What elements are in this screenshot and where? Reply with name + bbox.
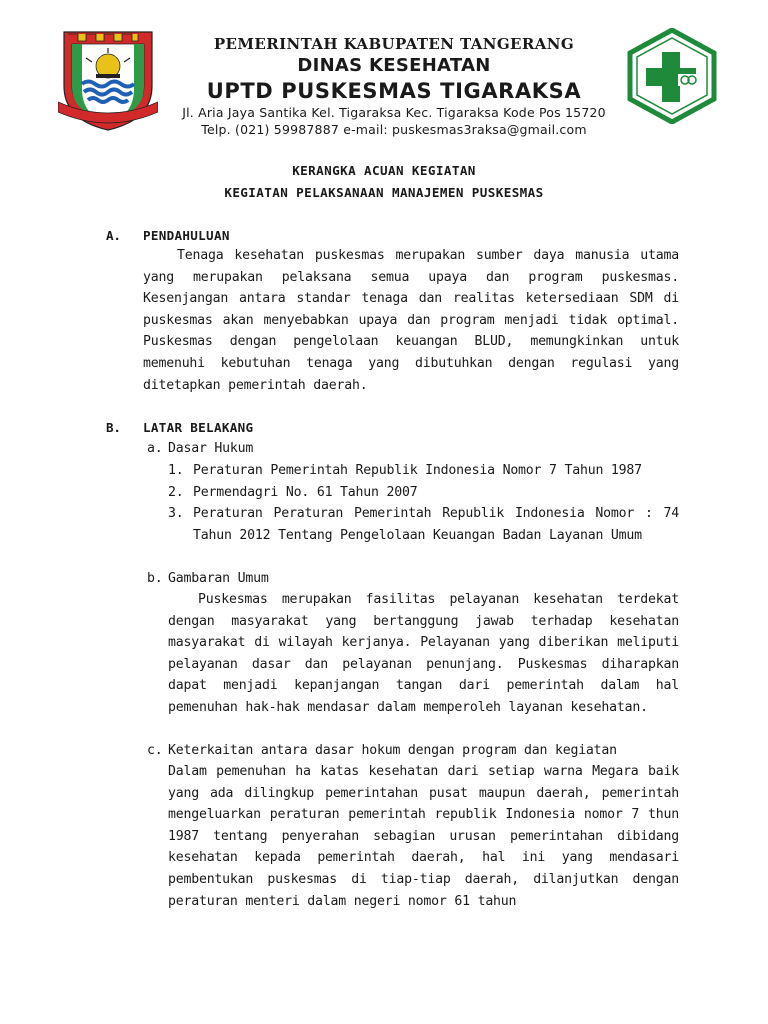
- agency-name: DINAS KESEHATAN: [297, 55, 491, 76]
- sub-c-title: Keterkaitan antara dasar hokum dengan program dan kegiatan: [168, 743, 617, 758]
- section-a-heading: PENDAHULUAN: [143, 228, 230, 243]
- sub-b-label: b.: [147, 571, 163, 586]
- list-item-number: 3.: [168, 506, 184, 521]
- list-item: Peraturan Pemerintah Republik Indonesia Nomor 7 Tahun 1987: [193, 463, 642, 478]
- list-item: Peraturan Peraturan Pemerintah Republik Indonesia Nomor : 74 Tahun 2012 Tentang Pengelolaan Keuangan Badan Layanan Umum: [193, 506, 679, 543]
- section-b-heading: LATAR BELAKANG: [143, 420, 254, 435]
- section-b-letter: B.: [106, 420, 121, 435]
- letterhead: [0, 0, 768, 140]
- sub-a-title: Dasar Hukum: [168, 441, 254, 456]
- section-a-paragraph: Tenaga kesehatan puskesmas merupakan sumber daya manusia utama yang merupakan pelaksana semua upaya dan program puskesmas. Kesenjangan antara standar tenaga dan realitas ketersediaan SDM di puskesmas akan menyebabkan upaya dan program menjadi tidak optimal. Puskesmas dengan pengelolaan keuangan BLUD, memungkinkan untuk memenuhi kebutuhan tenaga yang dibutuhkan dengan regulasi yang ditetapkan pemerintah daerah.: [143, 248, 679, 393]
- letterhead-text: [160, 34, 628, 138]
- government-name: PEMERINTAH KABUPATEN TANGERANG: [213, 35, 575, 53]
- document-title: KERANGKA ACUAN KEGIATAN: [292, 163, 476, 178]
- list-item-number: 2.: [168, 485, 184, 500]
- address-line: Jl. Aria Jaya Santika Kel. Tigaraksa Kec. Tigaraksa Kode Pos 15720: [182, 105, 606, 120]
- health-cross-logo-icon: [626, 28, 718, 124]
- kabupaten-tangerang-seal-icon: [58, 28, 158, 132]
- document-subtitle: KEGIATAN PELAKSANAAN MANAJEMEN PUSKESMAS: [224, 185, 544, 200]
- institution-name: UPTD PUSKESMAS TIGARAKSA: [206, 79, 582, 103]
- sub-b-paragraph: Puskesmas merupakan fasilitas pelayanan kesehatan terdekat dengan masyarakat yang bertanggung jawab terhadap kesehatan masyarakat di wilayah kerjanya. Pelayanan yang diberikan meliputi pelayanan dasar dan pelayanan penunjang. Puskesmas diharapkan dapat menjadi kepanjangan tangan dari pemerintah dalam hal pemenuhan hak-hak mendasar dalam memperoleh layanan kesehatan.: [168, 592, 679, 715]
- sub-a-label: a.: [147, 441, 163, 456]
- sub-c-label: c.: [147, 743, 163, 758]
- sub-c-paragraph: Dalam pemenuhan ha katas kesehatan dari setiap warna Megara baik yang ada dilingkup pemerintahan pusat maupun daerah, pemerintah mengeluarkan peraturan pemerintah republik Indonesia nomor 7 thun 1987 tentang penyerahan sebagian urusan pemerintahan dibidang kesehatan kepada pemerintah daerah, hal ini yang mendasari pembentukan puskesmas di tiap-tiap daerah, dilanjutkan dengan peraturan menteri dalam negeri nomor 61 tahun: [168, 764, 679, 909]
- list-item: Permendagri No. 61 Tahun 2007: [193, 485, 418, 500]
- contact-line: Telp. (021) 59987887 e-mail: puskesmas3raksa@gmail.com: [201, 122, 587, 137]
- section-a-letter: A.: [106, 228, 121, 243]
- list-item-number: 1.: [168, 463, 184, 478]
- sub-b-title: Gambaran Umum: [168, 571, 269, 586]
